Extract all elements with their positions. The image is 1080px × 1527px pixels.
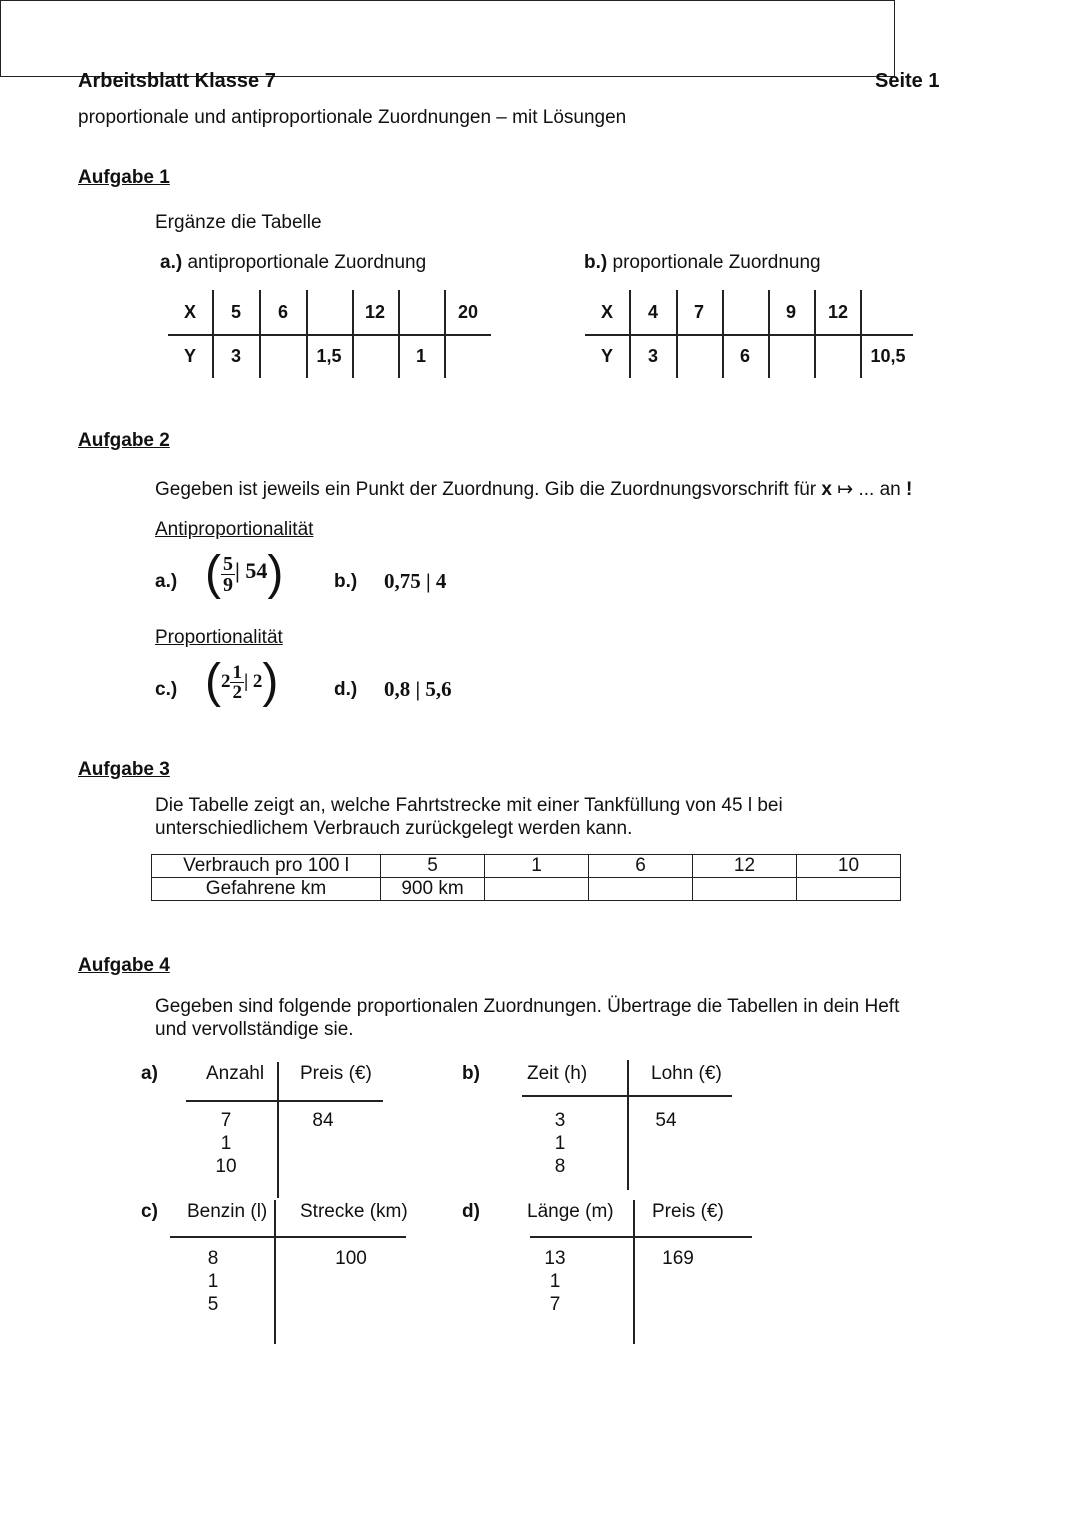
table-cell [485, 878, 589, 901]
task2b-label: b.) [334, 571, 358, 592]
task2-heading: Aufgabe 2 [78, 430, 170, 451]
table-cell [693, 878, 797, 901]
table-column: 100 [335, 1248, 367, 1269]
table-label-y: Y [183, 346, 196, 366]
table-label-x: X [600, 302, 613, 322]
table-column: 13 1 7 [544, 1248, 566, 1315]
table-cell: 10 [797, 855, 901, 878]
task2d-point: 0,8 | 5,6 [384, 677, 452, 701]
table-cell: 12 [693, 855, 797, 878]
table-label: Gefahrene km [152, 878, 381, 901]
task1-instruction: Ergänze die Tabelle [155, 212, 322, 233]
table-header: Anzahl [206, 1063, 265, 1084]
task3-text: Die Tabelle zeigt an, welche Fahrtstrecke mit einer Tankfüllung von 45 l bei unterschiedlichem Verbrauch zurückgelegt werden kann. [155, 795, 783, 839]
table-cell: 9 [785, 302, 796, 322]
table-cell: 6 [739, 346, 750, 366]
table-label-y: Y [600, 346, 613, 366]
table-cell: 10,5 [870, 346, 906, 366]
task4a-label: a) [141, 1063, 158, 1084]
table-column: 7 1 10 [215, 1110, 237, 1177]
table-cell [589, 878, 693, 901]
table-header: Preis (€) [652, 1201, 724, 1222]
task2-instruction: Gegeben ist jeweils ein Punkt der Zuordnung. Gib die Zuordnungsvorschrift für x ↦ ... an ! [155, 479, 913, 500]
table-row [152, 855, 901, 878]
task3-table [151, 854, 901, 901]
task2c-label: c.) [155, 679, 178, 700]
task3-heading: Aufgabe 3 [78, 759, 170, 780]
table-header: Lohn (€) [651, 1063, 722, 1084]
table-column: 84 [312, 1110, 334, 1131]
antiproportionality-label: Antiproportionalität [155, 519, 314, 540]
table-column: 54 [655, 1110, 677, 1131]
proportionality-label: Proportionalität [155, 627, 283, 648]
header-box [0, 0, 895, 77]
table-cell: 3 [647, 346, 658, 366]
task2d-label: d.) [334, 679, 358, 700]
table-cell: 5 [230, 302, 241, 322]
task2b-point: 0,75 | 4 [384, 569, 447, 593]
table-column: 3 1 8 [554, 1110, 566, 1177]
table-cell: 6 [589, 855, 693, 878]
task1a-title: a.) antiproportionale Zuordnung [160, 252, 427, 273]
task4d-label: d) [462, 1201, 480, 1222]
table-row [152, 878, 901, 901]
task4-heading: Aufgabe 4 [78, 955, 170, 976]
table-cell: 6 [277, 302, 288, 322]
table-cell: 5 [381, 855, 485, 878]
worksheet-subtitle: proportionale und antiproportionale Zuordnungen – mit Lösungen [78, 107, 627, 128]
table-column: 169 [662, 1248, 694, 1269]
table-cell: 12 [827, 302, 849, 322]
table-header: Strecke (km) [300, 1201, 408, 1222]
table-header: Benzin (l) [187, 1201, 268, 1222]
table-column: 8 1 5 [207, 1248, 219, 1315]
table-header: Länge (m) [527, 1201, 614, 1222]
table-cell: 20 [457, 302, 479, 322]
table-label: Verbrauch pro 100 l [152, 855, 381, 878]
table-cell: 12 [364, 302, 386, 322]
table-cell: 4 [647, 302, 658, 322]
table-cell: 7 [693, 302, 704, 322]
table-label-x: X [183, 302, 196, 322]
page-number: Seite 1 [875, 70, 940, 92]
task4b-label: b) [462, 1063, 480, 1084]
task2c-point: (2 $\frac{1}{2}$ | 2) [205, 655, 279, 708]
task2a-label: a.) [155, 571, 178, 592]
worksheet-title: Arbeitsblatt Klasse 7 [78, 70, 276, 92]
task4-text: Gegeben sind folgende proportionalen Zuordnungen. Übertrage die Tabellen in dein Heft und vervollständige sie. [155, 996, 900, 1040]
table-cell: 1 [485, 855, 589, 878]
table-header: Zeit (h) [527, 1063, 588, 1084]
task1-heading: Aufgabe 1 [78, 167, 170, 188]
table-cell: 3 [230, 346, 241, 366]
table-cell: 1 [415, 346, 426, 366]
table-cell: 1,5 [316, 346, 342, 366]
table-cell: 900 km [381, 878, 485, 901]
table-cell [797, 878, 901, 901]
table-header: Preis (€) [300, 1063, 372, 1084]
task4c-label: c) [141, 1201, 158, 1222]
task2a-point: ( $\frac{5}{9}$ | 54) [205, 547, 284, 600]
task1b-title: b.) proportionale Zuordnung [584, 252, 821, 273]
